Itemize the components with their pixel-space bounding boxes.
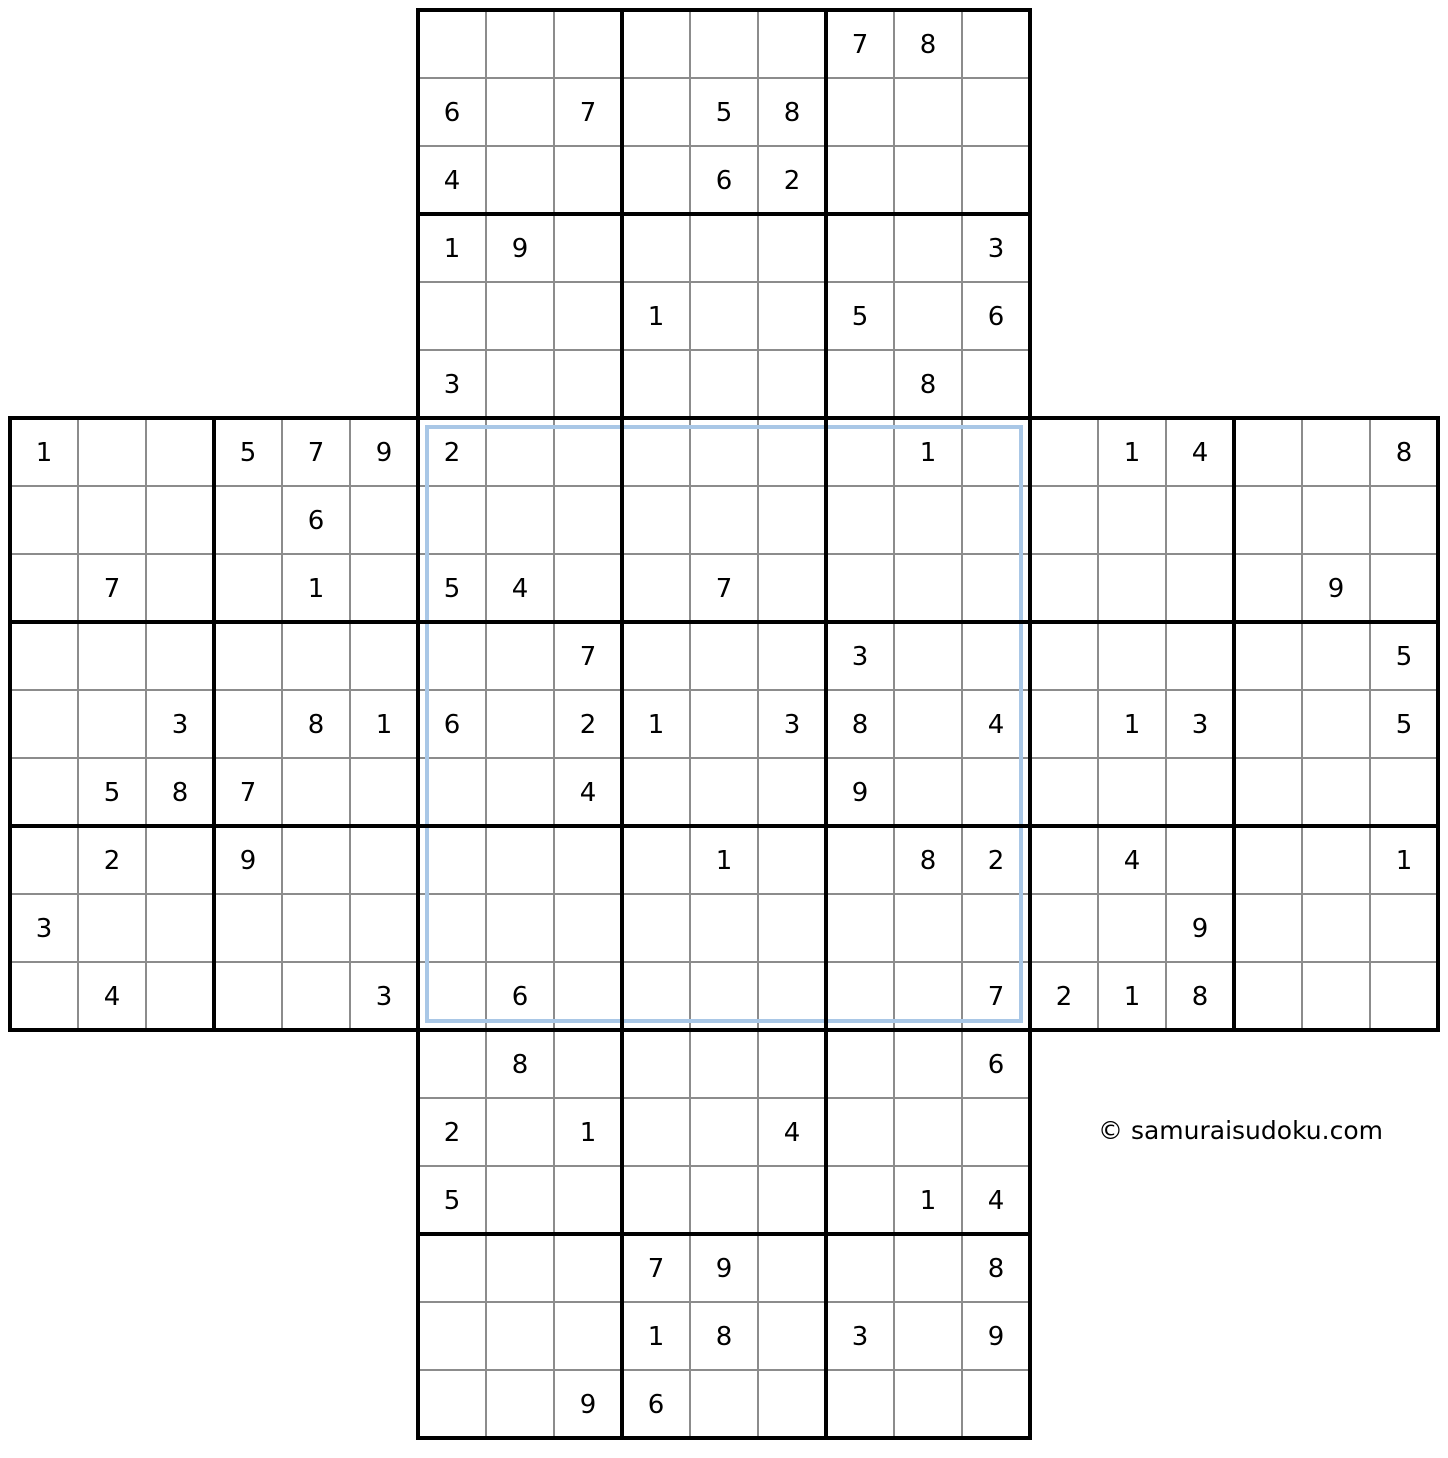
sudoku-cell[interactable] [758, 214, 826, 282]
sudoku-cell[interactable] [622, 146, 690, 214]
sudoku-cell[interactable] [622, 1030, 690, 1098]
sudoku-cell[interactable] [894, 1302, 962, 1370]
sudoku-cell[interactable] [826, 1370, 894, 1438]
sudoku-cell[interactable] [78, 418, 146, 486]
given-digit: 6 [511, 982, 529, 1012]
given-digit: 7 [987, 982, 1005, 1012]
sudoku-cell[interactable] [622, 758, 690, 826]
given-digit: 8 [783, 98, 801, 128]
sudoku-cell[interactable] [758, 758, 826, 826]
sudoku-cell[interactable] [78, 486, 146, 554]
sudoku-cell[interactable] [690, 758, 758, 826]
sudoku-cell[interactable] [1098, 554, 1166, 622]
given-digit: 4 [987, 1186, 1005, 1216]
sudoku-cell[interactable] [622, 78, 690, 146]
sudoku-cell[interactable] [1302, 622, 1370, 690]
sudoku-cell[interactable] [1098, 486, 1166, 554]
given-digit: 9 [987, 1322, 1005, 1352]
sudoku-cell[interactable] [554, 282, 622, 350]
sudoku-cell[interactable] [1234, 486, 1302, 554]
given-digit: 5 [1395, 642, 1413, 672]
sudoku-cell[interactable] [758, 1166, 826, 1234]
sudoku-cell[interactable] [1302, 486, 1370, 554]
sudoku-cell[interactable] [894, 486, 962, 554]
given-digit: 5 [443, 1186, 461, 1216]
given-digit: 8 [987, 1254, 1005, 1284]
sudoku-cell[interactable] [554, 554, 622, 622]
sudoku-cell[interactable] [146, 894, 214, 962]
sudoku-cell[interactable] [146, 418, 214, 486]
given-digit: 5 [443, 574, 461, 604]
sudoku-cell[interactable] [826, 214, 894, 282]
sudoku-cell[interactable] [622, 622, 690, 690]
sudoku-cell[interactable] [1030, 690, 1098, 758]
given-digit: 4 [1191, 438, 1209, 468]
sudoku-cell[interactable] [1098, 758, 1166, 826]
sudoku-cell[interactable] [282, 622, 350, 690]
sudoku-cell[interactable] [758, 486, 826, 554]
given-digit: 3 [851, 642, 869, 672]
sudoku-cell[interactable] [758, 826, 826, 894]
sudoku-cell[interactable] [894, 282, 962, 350]
given-digit: 9 [579, 1390, 597, 1420]
sudoku-cell[interactable] [622, 214, 690, 282]
sudoku-cell[interactable] [1302, 758, 1370, 826]
given-digit: 3 [171, 710, 189, 740]
given-digit: 6 [443, 710, 461, 740]
sudoku-cell[interactable] [418, 1030, 486, 1098]
sudoku-cell[interactable] [350, 554, 418, 622]
given-digit: 3 [1191, 710, 1209, 740]
sudoku-cell[interactable] [282, 962, 350, 1030]
given-digit: 7 [579, 98, 597, 128]
sudoku-cell[interactable] [10, 826, 78, 894]
sudoku-cell[interactable] [78, 894, 146, 962]
given-digit: 3 [851, 1322, 869, 1352]
sudoku-cell[interactable] [554, 10, 622, 78]
sudoku-cell[interactable] [826, 146, 894, 214]
sudoku-cell[interactable] [10, 486, 78, 554]
sudoku-cell[interactable] [622, 10, 690, 78]
given-digit: 1 [1123, 438, 1141, 468]
given-digit: 3 [35, 914, 53, 944]
given-digit: 3 [987, 234, 1005, 264]
given-digit: 8 [919, 30, 937, 60]
sudoku-cell[interactable] [1302, 894, 1370, 962]
sudoku-cell[interactable] [554, 486, 622, 554]
given-digit: 3 [783, 710, 801, 740]
sudoku-cell[interactable] [1166, 486, 1234, 554]
sudoku-cell[interactable] [1370, 758, 1438, 826]
sudoku-cell[interactable] [1166, 826, 1234, 894]
sudoku-cell[interactable] [10, 622, 78, 690]
sudoku-cell[interactable] [758, 554, 826, 622]
sudoku-cell[interactable] [146, 554, 214, 622]
given-digit: 1 [647, 302, 665, 332]
sudoku-cell[interactable] [894, 758, 962, 826]
sudoku-cell[interactable] [486, 826, 554, 894]
given-digit: 6 [715, 166, 733, 196]
sudoku-cell[interactable] [350, 758, 418, 826]
sudoku-cell[interactable] [486, 1370, 554, 1438]
sudoku-cell[interactable] [486, 1166, 554, 1234]
sudoku-cell[interactable] [486, 1234, 554, 1302]
given-digit: 8 [919, 846, 937, 876]
given-digit: 1 [1123, 982, 1141, 1012]
sudoku-cell[interactable] [1234, 962, 1302, 1030]
sudoku-cell[interactable] [894, 146, 962, 214]
sudoku-cell[interactable] [962, 146, 1030, 214]
given-digit: 6 [987, 302, 1005, 332]
sudoku-cell[interactable] [1030, 826, 1098, 894]
sudoku-cell[interactable] [214, 622, 282, 690]
sudoku-cell[interactable] [486, 486, 554, 554]
sudoku-cell[interactable] [690, 1030, 758, 1098]
sudoku-cell[interactable] [690, 282, 758, 350]
sudoku-cell[interactable] [350, 622, 418, 690]
sudoku-cell[interactable] [10, 758, 78, 826]
given-digit: 4 [1123, 846, 1141, 876]
given-digit: 8 [851, 710, 869, 740]
sudoku-cell[interactable] [826, 826, 894, 894]
given-digit: 4 [987, 710, 1005, 740]
sudoku-cell[interactable] [282, 894, 350, 962]
sudoku-cell[interactable] [78, 690, 146, 758]
sudoku-cell[interactable] [1234, 690, 1302, 758]
sudoku-cell[interactable] [894, 78, 962, 146]
sudoku-cell[interactable] [690, 894, 758, 962]
sudoku-cell[interactable] [1030, 894, 1098, 962]
sudoku-cell[interactable] [146, 826, 214, 894]
sudoku-cell[interactable] [690, 690, 758, 758]
sudoku-cell[interactable] [1234, 554, 1302, 622]
sudoku-cell[interactable] [826, 894, 894, 962]
sudoku-cell[interactable] [826, 78, 894, 146]
sudoku-cell[interactable] [214, 486, 282, 554]
sudoku-cell[interactable] [690, 1166, 758, 1234]
sudoku-cell[interactable] [418, 1302, 486, 1370]
sudoku-cell[interactable] [1302, 418, 1370, 486]
cells-layer [10, 10, 1438, 1438]
given-digit: 8 [1395, 438, 1413, 468]
given-digit: 8 [511, 1050, 529, 1080]
sudoku-cell[interactable] [1166, 554, 1234, 622]
sudoku-cell[interactable] [894, 622, 962, 690]
sudoku-cell[interactable] [622, 554, 690, 622]
given-digit: 2 [579, 710, 597, 740]
sudoku-cell[interactable] [1370, 962, 1438, 1030]
given-digit: 7 [715, 574, 733, 604]
sudoku-cell[interactable] [962, 1370, 1030, 1438]
given-digit: 2 [443, 1118, 461, 1148]
sudoku-cell[interactable] [486, 690, 554, 758]
given-digit: 8 [919, 370, 937, 400]
sudoku-cell[interactable] [214, 894, 282, 962]
given-digit: 2 [987, 846, 1005, 876]
sudoku-cell[interactable] [554, 350, 622, 418]
sudoku-cell[interactable] [1234, 622, 1302, 690]
given-digit: 9 [511, 234, 529, 264]
given-digit: 4 [579, 778, 597, 808]
sudoku-cell[interactable] [826, 486, 894, 554]
sudoku-cell[interactable] [962, 78, 1030, 146]
sudoku-cell[interactable] [554, 1030, 622, 1098]
sudoku-cell[interactable] [214, 690, 282, 758]
sudoku-cell[interactable] [758, 10, 826, 78]
sudoku-cell[interactable] [486, 350, 554, 418]
sudoku-cell[interactable] [622, 826, 690, 894]
sudoku-cell[interactable] [214, 962, 282, 1030]
sudoku-cell[interactable] [894, 214, 962, 282]
sudoku-cell[interactable] [622, 894, 690, 962]
given-digit: 2 [443, 438, 461, 468]
sudoku-cell[interactable] [826, 1234, 894, 1302]
sudoku-cell[interactable] [1370, 554, 1438, 622]
sudoku-cell[interactable] [350, 826, 418, 894]
sudoku-cell[interactable] [554, 146, 622, 214]
sudoku-cell[interactable] [758, 1302, 826, 1370]
sudoku-cell[interactable] [1302, 826, 1370, 894]
given-digit: 2 [1055, 982, 1073, 1012]
given-digit: 7 [103, 574, 121, 604]
sudoku-cell[interactable] [78, 622, 146, 690]
sudoku-cell[interactable] [282, 758, 350, 826]
sudoku-cell[interactable] [486, 146, 554, 214]
given-digit: 7 [647, 1254, 665, 1284]
sudoku-cell[interactable] [554, 1166, 622, 1234]
sudoku-cell[interactable] [758, 350, 826, 418]
given-digit: 7 [239, 778, 257, 808]
sudoku-cell[interactable] [486, 622, 554, 690]
sudoku-cell[interactable] [1234, 894, 1302, 962]
sudoku-cell[interactable] [690, 1370, 758, 1438]
given-digit: 1 [307, 574, 325, 604]
given-digit: 5 [239, 438, 257, 468]
sudoku-cell[interactable] [962, 10, 1030, 78]
sudoku-cell[interactable] [486, 1098, 554, 1166]
given-digit: 4 [511, 574, 529, 604]
sudoku-cell[interactable] [146, 486, 214, 554]
given-digit: 9 [715, 1254, 733, 1284]
sudoku-cell[interactable] [486, 10, 554, 78]
given-digit: 4 [443, 166, 461, 196]
sudoku-cell[interactable] [758, 1030, 826, 1098]
sudoku-cell[interactable] [826, 1030, 894, 1098]
given-digit: 9 [1191, 914, 1209, 944]
sudoku-cell[interactable] [826, 350, 894, 418]
given-digit: 8 [307, 710, 325, 740]
given-digit: 4 [103, 982, 121, 1012]
sudoku-cell[interactable] [418, 1234, 486, 1302]
sudoku-cell[interactable] [758, 1234, 826, 1302]
sudoku-cell[interactable] [758, 282, 826, 350]
sudoku-cell[interactable] [418, 282, 486, 350]
sudoku-cell[interactable] [1030, 418, 1098, 486]
given-digit: 1 [647, 710, 665, 740]
sudoku-cell[interactable] [826, 554, 894, 622]
sudoku-cell[interactable] [758, 894, 826, 962]
sudoku-cell[interactable] [826, 1098, 894, 1166]
sudoku-cell[interactable] [826, 1166, 894, 1234]
sudoku-cell[interactable] [554, 1234, 622, 1302]
given-digit: 1 [1123, 710, 1141, 740]
sudoku-cell[interactable] [690, 350, 758, 418]
sudoku-cell[interactable] [690, 10, 758, 78]
given-digit: 7 [307, 438, 325, 468]
given-digit: 5 [715, 98, 733, 128]
given-digit: 1 [647, 1322, 665, 1352]
given-digit: 3 [375, 982, 393, 1012]
sudoku-cell[interactable] [350, 894, 418, 962]
given-digit: 8 [715, 1322, 733, 1352]
given-digit: 7 [851, 30, 869, 60]
sudoku-cell[interactable] [486, 78, 554, 146]
sudoku-cell[interactable] [1302, 690, 1370, 758]
sudoku-cell[interactable] [690, 486, 758, 554]
sudoku-cell[interactable] [10, 690, 78, 758]
sudoku-cell[interactable] [1234, 758, 1302, 826]
given-digit: 1 [919, 1186, 937, 1216]
sudoku-cell[interactable] [486, 1302, 554, 1370]
sudoku-cell[interactable] [486, 758, 554, 826]
sudoku-cell[interactable] [962, 350, 1030, 418]
sudoku-cell[interactable] [690, 214, 758, 282]
given-digit: 9 [1327, 574, 1345, 604]
sudoku-cell[interactable] [758, 1370, 826, 1438]
sudoku-cell[interactable] [894, 1030, 962, 1098]
given-digit: 6 [443, 98, 461, 128]
sudoku-cell[interactable] [282, 826, 350, 894]
given-digit: 6 [987, 1050, 1005, 1080]
given-digit: 7 [579, 642, 597, 672]
sudoku-cell[interactable] [554, 894, 622, 962]
sudoku-cell[interactable] [758, 622, 826, 690]
sudoku-cell[interactable] [1166, 758, 1234, 826]
sudoku-cell[interactable] [894, 1234, 962, 1302]
sudoku-cell[interactable] [486, 894, 554, 962]
given-digit: 6 [307, 506, 325, 536]
sudoku-cell[interactable] [1166, 622, 1234, 690]
given-digit: 4 [783, 1118, 801, 1148]
given-digit: 1 [715, 846, 733, 876]
sudoku-cell[interactable] [1370, 894, 1438, 962]
copyright-text: © samuraisudoku.com [1098, 1116, 1383, 1145]
sudoku-cell[interactable] [10, 554, 78, 622]
given-digit: 1 [919, 438, 937, 468]
sudoku-cell[interactable] [894, 1098, 962, 1166]
given-digit: 1 [1395, 846, 1413, 876]
given-digit: 9 [375, 438, 393, 468]
sudoku-cell[interactable] [622, 1098, 690, 1166]
given-digit: 3 [443, 370, 461, 400]
sudoku-cell[interactable] [1030, 554, 1098, 622]
sudoku-cell[interactable] [350, 486, 418, 554]
sudoku-cell[interactable] [1098, 622, 1166, 690]
given-digit: 1 [443, 234, 461, 264]
sudoku-cell[interactable] [1098, 894, 1166, 962]
sudoku-cell[interactable] [1030, 622, 1098, 690]
given-digit: 2 [783, 166, 801, 196]
sudoku-cell[interactable] [554, 1302, 622, 1370]
sudoku-cell[interactable] [622, 1166, 690, 1234]
sudoku-cell[interactable] [1030, 758, 1098, 826]
given-digit: 9 [851, 778, 869, 808]
sudoku-cell[interactable] [554, 826, 622, 894]
sudoku-cell[interactable] [1030, 486, 1098, 554]
sudoku-cell[interactable] [146, 622, 214, 690]
given-digit: 1 [375, 710, 393, 740]
sudoku-cell[interactable] [146, 962, 214, 1030]
sudoku-cell[interactable] [894, 894, 962, 962]
given-digit: 6 [647, 1390, 665, 1420]
sudoku-cell[interactable] [962, 1098, 1030, 1166]
sudoku-cell[interactable] [1234, 826, 1302, 894]
sudoku-cell[interactable] [418, 10, 486, 78]
given-digit: 9 [239, 846, 257, 876]
given-digit: 5 [1395, 710, 1413, 740]
sudoku-cell[interactable] [690, 1098, 758, 1166]
sudoku-cell[interactable] [486, 282, 554, 350]
sudoku-cell[interactable] [894, 1370, 962, 1438]
sudoku-cell[interactable] [622, 350, 690, 418]
given-digit: 5 [851, 302, 869, 332]
sudoku-cell[interactable] [1234, 418, 1302, 486]
given-digit: 1 [35, 438, 53, 468]
sudoku-cell[interactable] [894, 690, 962, 758]
sudoku-cell[interactable] [690, 622, 758, 690]
sudoku-cell[interactable] [418, 1370, 486, 1438]
given-digit: 2 [103, 846, 121, 876]
sudoku-cell[interactable] [554, 214, 622, 282]
given-digit: 1 [579, 1118, 597, 1148]
sudoku-cell[interactable] [1370, 486, 1438, 554]
given-digit: 8 [1191, 982, 1209, 1012]
sudoku-cell[interactable] [622, 486, 690, 554]
sudoku-cell[interactable] [10, 962, 78, 1030]
sudoku-cell[interactable] [1302, 962, 1370, 1030]
given-digit: 5 [103, 778, 121, 808]
sudoku-cell[interactable] [214, 554, 282, 622]
given-digit: 8 [171, 778, 189, 808]
sudoku-cell[interactable] [894, 554, 962, 622]
